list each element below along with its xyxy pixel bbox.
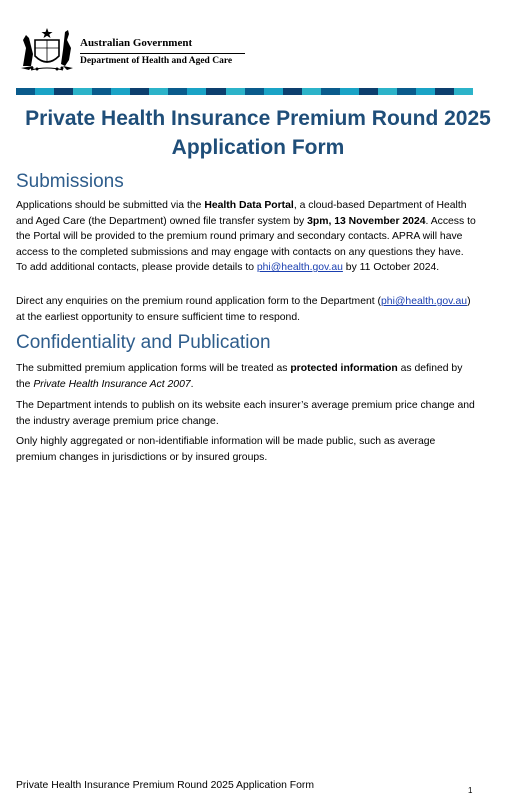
- stripe-segment: [321, 88, 340, 95]
- stripe-segment: [149, 88, 168, 95]
- stripe-segment: [416, 88, 435, 95]
- document-title: [16, 104, 500, 162]
- stripe-segment: [340, 88, 359, 95]
- stripe-segment: [54, 88, 73, 95]
- stripe-segment: [206, 88, 225, 95]
- confidentiality-heading: Confidentiality and Publication: [16, 332, 271, 353]
- government-header: [17, 26, 257, 74]
- stripe-segment: [16, 88, 35, 95]
- stripe-segment: [168, 88, 187, 95]
- stripe-segment: [397, 88, 416, 95]
- stripe-segment: [454, 88, 473, 95]
- protected-information-text: protected information: [290, 363, 398, 374]
- submissions-paragraph-1: Applications should be submitted via the Health Data Portal, a cloud-based Department of Health and Aged Care (the Department) owned file transfer system by 3pm, 13 November 2024. Access to the Portal will be provided to the premium round primary and secondary contacts. APRA will have access to the completed submissions and may engage with contacts on any questions they have. To add additional contacts, please provide details to phi@health.gov.au by 11 October 2024.: [16, 200, 476, 273]
- stripe-segment: [92, 88, 111, 95]
- submissions-heading: Submissions: [16, 171, 124, 192]
- color-stripe: [16, 88, 473, 95]
- stripe-segment: [283, 88, 302, 95]
- australian-coat-of-arms-icon: [17, 26, 77, 72]
- stripe-segment: [378, 88, 397, 95]
- stripe-segment: [130, 88, 149, 95]
- phi-email-link[interactable]: phi@health.gov.au: [256, 262, 343, 273]
- stripe-segment: [245, 88, 264, 95]
- stripe-segment: [264, 88, 283, 95]
- stripe-segment: [226, 88, 245, 95]
- stripe-segment: [73, 88, 92, 95]
- department-name: Department of Health and Aged Care: [80, 56, 233, 66]
- confidentiality-paragraph-3: Only highly aggregated or non-identifiable information will be made public, such as average premium changes in jurisdictions or by insured groups.: [16, 436, 436, 463]
- confidentiality-paragraph-1: The submitted premium application forms will be treated as protected information as defined by the Private Health Insurance Act 2007.: [16, 363, 463, 390]
- stripe-segment: [435, 88, 454, 95]
- phi-email-link-enquiries[interactable]: phi@health.gov.au: [381, 296, 468, 307]
- header-divider: [80, 53, 245, 54]
- stripe-segment: [359, 88, 378, 95]
- deadline-text: 3pm, 13 November 2024: [307, 215, 426, 227]
- title-line-1: Private Health Insurance Premium Round 2025: [25, 107, 491, 130]
- stripe-segment: [302, 88, 321, 95]
- page-number: 1: [468, 786, 473, 795]
- act-name-text: Private Health Insurance Act 2007: [33, 378, 191, 390]
- stripe-segment: [187, 88, 206, 95]
- footer-text: Private Health Insurance Premium Round 2025 Application Form: [16, 780, 315, 791]
- title-line-2: Application Form: [171, 136, 345, 159]
- confidentiality-paragraph-2: The Department intends to publish on its website each insurer’s average premium price change and the industry average premium price change.: [16, 400, 475, 427]
- government-name: Australian Government: [80, 37, 193, 49]
- stripe-segment: [111, 88, 130, 95]
- stripe-segment: [35, 88, 54, 95]
- health-data-portal-text: Health Data Portal: [204, 200, 294, 211]
- submissions-paragraph-2: Direct any enquiries on the premium round application form to the Department (phi@health.gov.au) at the earliest opportunity to ensure sufficient time to respond.: [16, 296, 471, 323]
